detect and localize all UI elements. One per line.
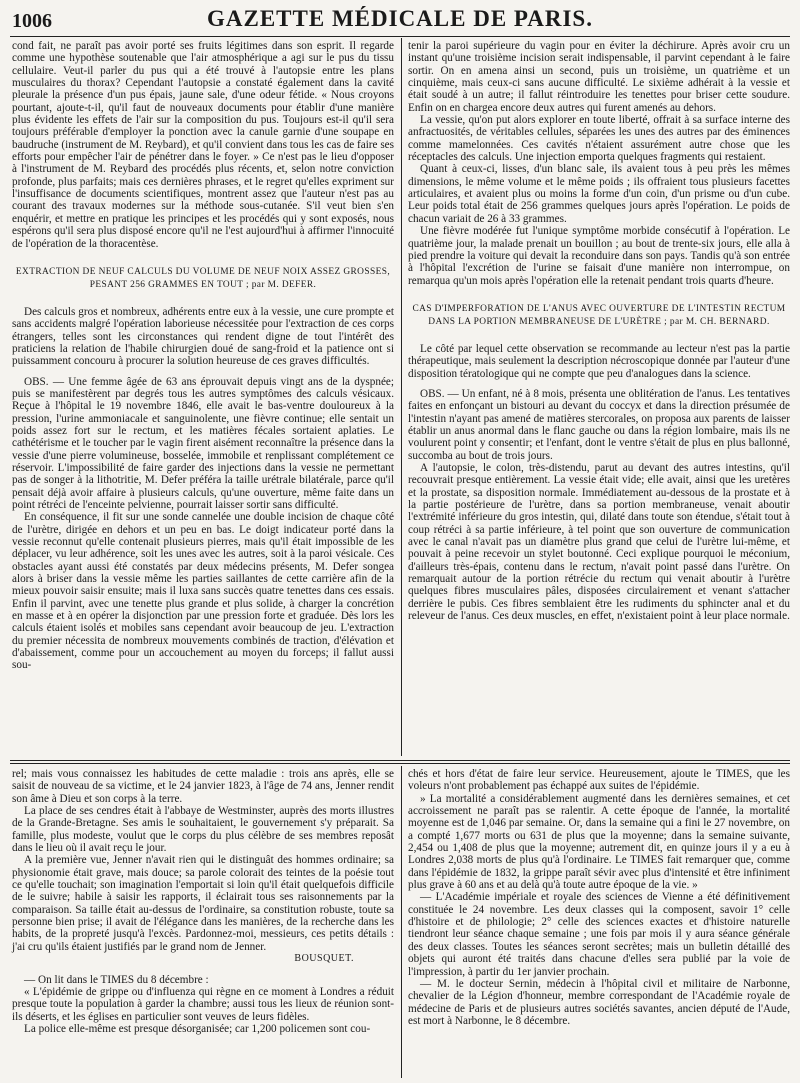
paragraph: En conséquence, il fit sur une sonde cannelée une double incision de chaque côté de l'urètre, dirigée en dehors et un peu en bas. Le doigt indicateur porté dans la vessie reconnut qu'elle contenait plusieurs pierres, mais qu'il était impossible de les déplacer, vu leur adhérence, soit les unes avec les autres, soit à la paroi vésicale. Ces obstacles ayant aussi été constatés par deux médecins présents, M. Defer songea alors à briser dans la vessie même les parties saillantes de cette carrière afin de la mieux pouvoir saisir ensuite; mais il luxa sans succès quatre tenettes dans ces essais. Enfin il parvint, avec une tenette plus grande et plus solide, à charger la concrétion en masse et à en opérer la disjonction par une pression forte et graduée. Dès lors les calculs étaient isolés et mobiles sans cependant avoir beaucoup de jeu. L'extraction du premier nécessita de nombreux mouvements combinés de traction, d'élévation et d'abaissement, comme pour un accouchement au moyen du forceps; il fallut aussi sou-	[12, 511, 394, 672]
paragraph: OBS. — Une femme âgée de 63 ans éprouvait depuis vingt ans de la dyspnée; puis se manifestèrent par degrés tous les autres symptômes des calculs vésicaux. Reçue à l'hôpital le 19 novembre 1846, elle avait le bas-ventre douloureux à la pression, l'urine ammoniacale et sanguinolente, une fièvre continue; elle sentait un poids assez fort sur le rectum, et les matières fécales sortaient aplaties. Le cathétérisme et le toucher par le vagin firent aisément reconnaître la présence dans la vessie d'une pierre volumineuse, bosselée, immobile et renplissant complétement ce réservoir. L'impossibilité de faire garder des injections dans la vessie ne permettant pas de songer à la lithotritie, M. Defer préféra la taille urétrale bilatérale, parce qu'il pensait déjà avoir affaire à plusieurs calculs, qu'une ouverture, même faite dans un point rétréci de l'enceinte pelvienne, pourrait laisser sortir sans difficulté.	[12, 375, 394, 511]
paragraph: cond fait, ne paraît pas avoir porté ses fruits légitimes dans son esprit. Il regarde comme une hypothèse soutenable que l'air atmosphérique a agi sur le pus du tissu cellulaire. Veut-il parler du pus qui a été trouvé à l'autopsie entre les plans musculaires du thorax? Cependant l'autopsie a constaté également dans la cavité pleurale la présence d'un pus épais, jaune sale, d'une odeur fétide. « Nous croyons pourtant, ajoute-t-il, qu'il faut de nouveaux documents pour établir d'une manière plus évidente les effets de l'air sur la composition du pus. Toujours est-il qu'il sera toujours préférable d'employer la ponction avec la canule garnie d'une soupape en baudruche (instrument de M. Reybard), et qu'il convient dans tous les cas de faire ses efforts pour empêcher l'air de pénétrer dans le foyer. » Ce n'est pas le lieu d'opposer à l'instrument de M. Reybard des procédés plus récents, et, selon notre conviction profonde, plus parfaits; mais ces dernières phrases, et le regret qu'elles expriment sur l'insuffisance de documents scientifiques, montrent assez que l'auteur n'est pas au courant des travaux modernes sur la méthode sous-cutanée. S'il veut bien s'en enquérir, et mettre en pratique les principes et les procédés qui y sont exposés, nous espérons qu'il sera plus disposé encore qu'il ne l'est aujourd'hui à affirmer l'innocuité de l'opération de la thoracentèse.	[12, 40, 394, 250]
bottom-left-column	[12, 768, 394, 1035]
article-heading: EXTRACTION DE NEUF CALCULS DU VOLUME DE NEUF NOIX ASSEZ GROSSES, PESANT 256 GRAMMES EN TOUT ; par M. DEFER.	[15, 266, 391, 290]
paragraph: « L'épidémie de grippe ou d'influenza qui règne en ce moment à Londres a réduit presque toute la population à garder la chambre; aussi tous les lieux de réunion sont-ils déserts, et les églises en particulier sont veuves de leurs fidèles.	[12, 985, 394, 1023]
bottom-right-column	[408, 768, 790, 1027]
header-rule	[10, 36, 790, 37]
column-divider-upper	[401, 38, 402, 756]
paragraph: La police elle-même est presque désorganisée; car 1,200 policemen sont cou-	[24, 1022, 371, 1035]
paragraph: Des calculs gros et nombreux, adhérents entre eux à la vessie, une cure prompte et sans accidents malgré l'opération laborieuse nécessitée pour l'extraction de ces corps étrangers, telles sont les circonstances qui rendent digne de tout l'intérêt des praticiens la relation de l'habile chirurgien doué de sang-froid et la patience ont si puissamment concouru à procurer la solution heureuse de ces graves difficultés.	[12, 305, 394, 368]
paragraph: chés et hors d'état de faire leur service. Heureusement, ajoute le TIMES, que les voleurs n'ont probablement pas échappé aux suites de l'épidémie.	[408, 768, 790, 793]
column-divider-lower	[401, 766, 402, 1078]
paragraph: — L'Académie impériale et royale des sciences de Vienne a été définitivement constituée le 24 novembre. Les deux classes qui la composent, savoir 1° celle d'histoire et de philologie; 2° celle des sciences exactes et d'histoire naturelle tiendront leur séance chaque semaine ; une fois par mois il y aura séance générale des deux classes. Toutes les séances seront secrètes; mais un bulletin détaillé des objets qui auront été traités dans chacune d'elles sera publié par la voie de l'impression, à partir du 1er janvier prochain.	[408, 891, 790, 978]
paragraph: » La mortalité a considérablement augmenté dans les dernières semaines, et cet accroissement ne paraît pas se ralentir. A cette époque de l'année, la mortalité moyenne est de 1,046 par semaine. Or, dans la semaine qui a fini le 27 novembre, on a compté 1,677 morts ou 631 de plus que la moyenne; dans la semaine suivante, 2,454 ou 1,408 de plus que la moyenne; autrement dit, en quinze jours il y a eu à Londres 2,038 morts de plus qu'à l'ordinaire. Le TIMES fait remarquer que, comme dans l'épidémie de 1832, la grippe paraît sévir avec plus d'intensité et être infiniment plus grave à 60 ans et au delà qu'à toute autre époque de la vie. »	[408, 792, 790, 892]
paragraph: Une fièvre modérée fut l'unique symptôme morbide consécutif à l'opération. Le quatrième jour, la malade prenait un bouillon ; au bout de trente-six jours, elle alla à pied prendre la voiture qui devait la reconduire dans son pays. Tandis qu'à son entrée à l'hôpital l'excrétion de l'urine se faisait d'une manière non interrompue, on remarqua qu'un mois après l'opération elle la retenait pendant trois quarts d'heure.	[408, 225, 790, 287]
paragraph: Le côté par lequel cette observation se recommande au lecteur n'est pas la partie thérapeutique, mais seulement la description nécroscopique donnée par l'auteur d'une disposition tératologique qui ne compte que peu d'analogues dans la science.	[408, 342, 790, 380]
article-heading: CAS D'IMPERFORATION DE L'ANUS AVEC OUVERTURE DE L'INTESTIN RECTUM DANS LA PORTION MEMBRANEUSE DE L'URÈTRE ; par M. CH. BERNARD.	[412, 303, 786, 327]
paragraph: A l'autopsie, le colon, très-distendu, parut au devant des autres intestins, qu'il recouvrait presque entièrement. La vessie était vide; elle avait, ainsi que les uretères et la prostate, sa disposition normale. Immédiatement au-dessous de la prostate et à la partie postérieure de l'urètre, dans sa portion membraneuse, venait aboutir l'extrémité inférieure du gros intestin, qui, dilaté dans toute son étendue, s'était tout à coup rétréci à sa partie inférieure, à tel point que son ouverture de communication avec le canal n'avait pas un diamètre plus grand que celui de l'urètre lui-même, et pouvait à peine recevoir un stylet boutonné. Ceci explique pourquoi le méconium, d'ailleurs très-épais, contenu dans le rectum, n'avait point passé dans l'urètre. On remarquait autour de la portion rétrécie du rectum qui venait aboutir à l'urètre quelques fibres musculaires pâles, disposées circulairement et venant s'attacher derrière le pubis. Ces fibres semblaient être les rudiments du sphincter anal et du releveur de l'anus. Ces deux muscles, en effet, n'existaient point à leur place normale.	[408, 461, 790, 623]
section-rule	[10, 760, 790, 761]
paragraph: — On lit dans le TIMES du 8 décembre :	[24, 973, 209, 986]
left-column	[12, 40, 394, 672]
page-header	[0, 4, 800, 34]
paragraph: OBS. — Un enfant, né à 8 mois, présenta une oblitération de l'anus. Les tentatives faites en enfonçant un bistouri au devant du coccyx et dans la direction présumée de l'intestin n'ayant pas amené de matières stercorales, on proposa aux parents de laisser établir un anus anormal dans le flanc gauche ou dans la région lombaire, mais ils ne voulurent point y consentir; et l'enfant, dont le ventre s'était de plus en plus ballonné, succomba au bout de trois jours.	[408, 387, 790, 462]
paragraph: — M. le docteur Sernin, médecin à l'hôpital civil et militaire de Narbonne, chevalier de la Légion d'honneur, membre correspondant de l'Académie royale de médecine de Paris et de plusieurs autres sociétés savantes, ancien député de l'Aude, est mort à Narbonne, le 8 décembre.	[408, 977, 790, 1027]
paragraph: tenir la paroi supérieure du vagin pour en éviter la déchirure. Après avoir cru un instant qu'une troisième incision serait indispensable, il parvint cependant à le faire sortir. On en amena ainsi un second, puis un troisième, un quatrième et un cinquième, mais ceux-ci sans aucune difficulté. Le sixième adhérait à la vessie et était soudé à un autre; il fallut réintroduire les tenettes pour briser cette soudure. Enfin on en chargea encore deux autres qui furent amenés au dehors.	[408, 40, 790, 114]
paragraph: Quant à ceux-ci, lisses, d'un blanc sale, ils avaient tous à peu près les mêmes dimensions, le même volume et le même poids ; ils offraient tous plusieurs facettes articulaires, et avaient plus ou moins la forme d'un coin, d'un prisme ou d'un cube. Leur poids total était de 256 grammes quelques jours après l'opération. Le poids de chacun variait de 26 à 33 grammes.	[408, 163, 790, 225]
page-number: 1006	[12, 10, 52, 32]
right-column	[408, 40, 790, 622]
section-rule-double	[10, 763, 790, 764]
page-title: GAZETTE MÉDICALE DE PARIS.	[207, 6, 593, 31]
paragraph: A la première vue, Jenner n'avait rien qui le distinguât des hommes ordinaire; sa physionomie était grave, mais douce; sa parole colorait des teintes de la poésie tout ce qu'elle touchait; son imagination l'emportait si loin qu'il était quelquefois difficile de le suivre; habile à saisir les rapports, il éclairait tous ses raisonnements par la comparaison. Sa taille était au-dessus de l'ordinaire, sa constitution robuste, toute sa personne bien prise; il avait de l'élégance dans les manières, de la recherche dans les habits, de la propreté jusqu'à l'excès. Pardonnez-moi, messieurs, ces petits détails : j'ai cru qu'ils étaient justifiés par le grand nom de Jenner.	[12, 854, 394, 953]
paragraph: La place de ses cendres était à l'abbaye de Westminster, auprès des morts illustres de la Grande-Bretagne. Ses amis le souhaitaient, le gouvernement s'y préparait. Sa famille, plus modeste, voulut que le corps du plus célèbre de ses membres reposât dans le lieu où il avait reçu le jour.	[12, 805, 394, 855]
paragraph: La vessie, qu'on put alors explorer en toute liberté, offrait à sa surface interne des anfractuosités, de véritables cellules, séparées les unes des autres par des éminences comme mamelonnées. Ces cavités n'étaient assurément autre chose que les réceptacles des calculs. Une injection emporta quelques fragments qui restaient.	[408, 114, 790, 164]
paragraph: rel; mais vous connaissez les habitudes de cette maladie : trois ans après, elle se saisit de nouveau de sa victime, et le 24 janvier 1823, à l'âge de 74 ans, Jenner rendit son âme à Dieu et son corps à la terre.	[12, 768, 394, 805]
signature: BOUSQUET.	[294, 953, 354, 965]
